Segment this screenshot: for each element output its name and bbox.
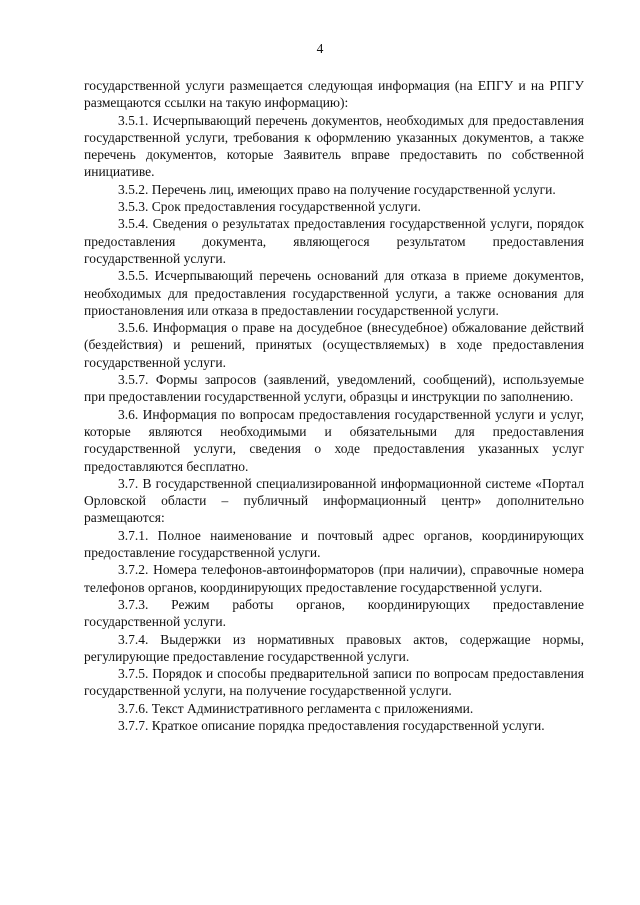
paragraph: 3.5.4. Сведения о результатах предоставления государственной услуги, порядок предоставления документа, являющегося результатом предоставления государственной услуги.	[84, 216, 584, 266]
paragraph: 3.7.1. Полное наименование и почтовый адрес органов, координирующих предоставление государственной услуги.	[84, 527, 584, 561]
paragraph: 3.7.5. Порядок и способы предварительной записи по вопросам предоставления государственной услуги, на получение государственной услуги.	[84, 666, 584, 699]
paragraph: 3.7.3. Режим работы органов, координирующих предоставление государственной услуги.	[84, 596, 584, 630]
paragraph: государственной услуги размещается следующая информация (на ЕПГУ и на РПГУ размещаются ссылки на такую информацию):	[84, 78, 584, 111]
paragraph: 3.5.3. Срок предоставления государственной услуги.	[118, 199, 421, 215]
paragraph: 3.5.1. Исчерпывающий перечень документов, необходимых для предоставления государственной услуги, требования к оформлению указанных документов, а также перечень документов, которые Заявитель вправе предоставить по собственной инициативе.	[84, 112, 584, 180]
document-body	[84, 77, 584, 734]
paragraph: 3.7. В государственной специализированной информационной системе «Портал Орловской области – публичный информационный центр» дополнительно размещаются:	[84, 475, 584, 526]
paragraph: 3.7.2. Номера телефонов-автоинформаторов (при наличии), справочные номера телефонов органов, координирующих предоставление государственной услуги.	[84, 562, 584, 595]
paragraph: 3.7.6. Текст Административного регламента с приложениями.	[118, 700, 474, 716]
paragraph: 3.6. Информация по вопросам предоставления государственной услуги и услуг, которые являются необходимыми и обязательными для предоставления государственной услуги, сведения о ходе предоставления указанных услуг предоставляются бесплатно.	[84, 406, 584, 474]
paragraph: 3.5.2. Перечень лиц, имеющих право на получение государственной услуги.	[118, 181, 556, 197]
page-number: 4	[316, 41, 324, 56]
paragraph: 3.5.5. Исчерпывающий перечень оснований для отказа в приеме документов, необходимых для предоставления государственной услуги, а также основания для приостановления или отказа в предоставлении государственной услуги.	[84, 268, 584, 318]
paragraph: 3.5.7. Формы запросов (заявлений, уведомлений, сообщений), используемые при предоставлении государственной услуги, образцы и инструкции по заполнению.	[84, 372, 584, 405]
paragraph: 3.5.6. Информация о праве на досудебное (внесудебное) обжалование действий (бездействия) и решений, принятых (осуществляемых) в ходе предоставления государственной услуги.	[84, 320, 584, 370]
paragraph: 3.7.7. Краткое описание порядка предоставления государственной услуги.	[118, 717, 545, 733]
paragraph: 3.7.4. Выдержки из нормативных правовых актов, содержащие нормы, регулирующие предоставление государственной услуги.	[84, 631, 584, 664]
